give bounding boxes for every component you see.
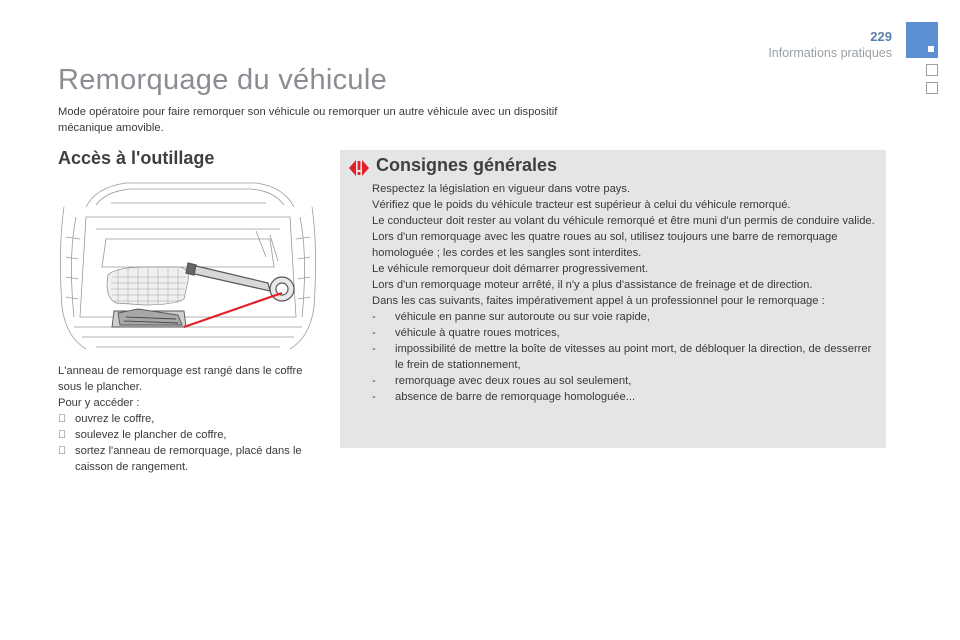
tools-heading: Accès à l'outillage xyxy=(58,148,215,168)
dash-bullet: - xyxy=(372,327,376,339)
checkbox-bullet-icon xyxy=(58,411,66,427)
page-number: 229 xyxy=(870,29,892,44)
general-instructions-body xyxy=(372,181,877,405)
section-tab-active[interactable] xyxy=(906,22,938,58)
general-instructions-panel xyxy=(340,150,886,448)
list-item xyxy=(58,411,328,427)
instruction-line: Le conducteur doit rester au volant du véhicule remorqué et être muni d'un permis de conduire valide. xyxy=(372,215,875,227)
checkbox-bullet-icon xyxy=(58,427,66,443)
dash-bullet: - xyxy=(372,311,376,323)
dash-bullet: - xyxy=(372,391,376,403)
list-item-text: ouvrez le coffre, xyxy=(75,413,155,425)
list-item xyxy=(372,373,877,389)
list-item-text: remorquage avec deux roues au sol seulement, xyxy=(395,375,632,387)
list-item-text: véhicule en panne sur autoroute ou sur voie rapide, xyxy=(395,311,650,323)
list-item-text: absence de barre de remorquage homologuée... xyxy=(395,391,636,403)
dash-bullet: - xyxy=(372,375,376,387)
section-tab[interactable] xyxy=(926,64,938,76)
dash-bullet: - xyxy=(372,343,376,355)
list-item-text: sortez l'anneau de remorquage, placé dans le caisson de rangement. xyxy=(75,445,302,473)
list-item xyxy=(372,309,877,325)
tools-description xyxy=(58,363,328,475)
checkbox-bullet-icon xyxy=(58,443,66,459)
list-item xyxy=(372,341,877,373)
tools-paragraph-line: L'anneau de remorquage est rangé dans le coffre sous le plancher. xyxy=(58,365,303,393)
page-title: Remorquage du véhicule xyxy=(58,64,388,96)
section-tab[interactable] xyxy=(926,82,938,94)
list-item xyxy=(58,443,328,475)
section-label: Informations pratiques xyxy=(768,46,892,60)
list-item xyxy=(372,389,877,405)
instruction-line: Vérifiez que le poids du véhicule tracteur est supérieur à celui du véhicule remorqué. xyxy=(372,199,791,211)
instruction-line: Dans les cas suivants, faites impérativement appel à un professionnel pour le remorquage : xyxy=(372,295,825,307)
trunk-towing-eye-illustration xyxy=(56,177,320,355)
instruction-line: Le véhicule remorqueur doit démarrer progressivement. xyxy=(372,263,649,275)
intro-text: Mode opératoire pour faire remorquer son véhicule ou remorquer un autre véhicule avec un dispositif mécanique amovible. xyxy=(58,106,558,134)
warning-icon xyxy=(346,157,372,179)
list-item-text: véhicule à quatre roues motrices, xyxy=(395,327,560,339)
tab-dot xyxy=(928,46,934,52)
general-heading: Consignes générales xyxy=(376,155,558,175)
instruction-line: Lors d'un remorquage moteur arrêté, il n'y a plus d'assistance de freinage et de direction. xyxy=(372,279,813,291)
list-item xyxy=(372,325,877,341)
list-item-text: impossibilité de mettre la boîte de vitesses au point mort, de débloquer la direction, de desserrer le frein de stationnement, xyxy=(395,343,872,371)
list-item xyxy=(58,427,328,443)
list-item-text: soulevez le plancher de coffre, xyxy=(75,429,227,441)
instruction-line: Lors d'un remorquage avec les quatre roues au sol, utilisez toujours une barre de remorquage homologuée ; les cordes et les sangles sont interdites. xyxy=(372,231,838,259)
instruction-line: Respectez la législation en vigueur dans votre pays. xyxy=(372,183,631,195)
tools-paragraph-line: Pour y accéder : xyxy=(58,397,140,409)
